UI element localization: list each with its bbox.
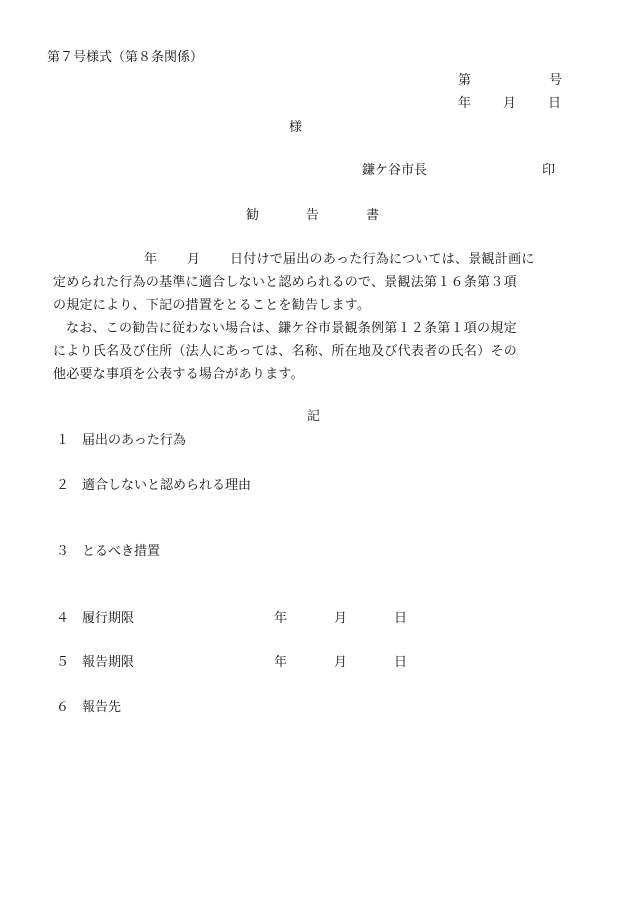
item-deadline-year: 年 <box>274 611 288 626</box>
body-p1-line3: の規定により、下記の措置をとることを勧告します。 <box>53 298 371 313</box>
doc-number-suffix: 号 <box>549 73 563 88</box>
title-char-2: 告 <box>306 208 320 223</box>
issuer-seal: 印 <box>542 163 556 178</box>
body-p1-line2: 定められた行為の基準に適合しないと認められるので、景観法第１６条第３項 <box>53 275 517 290</box>
item-number: ２ <box>56 478 70 493</box>
item-number: ５ <box>56 655 70 670</box>
body-p1-line1: 日付けで届出のあった行為については、景観計画に <box>230 252 535 267</box>
item-label: 届出のあった行為 <box>82 433 186 448</box>
title-char-3: 書 <box>366 208 380 223</box>
title-char-1: 勧 <box>246 208 260 223</box>
issuer-name: 鎌ケ谷市長 <box>362 163 428 178</box>
item-deadline-day: 日 <box>394 611 408 626</box>
item-number: １ <box>56 433 70 448</box>
form-label: 第７号様式（第８条関係） <box>47 50 204 65</box>
body-p2-line1: なお、この勧告に従わない場合は、鎌ケ谷市景観条例第１２条第１項の規定 <box>66 321 517 336</box>
item-label: 履行期限 <box>82 611 135 626</box>
date-year: 年 <box>458 96 472 111</box>
body-date-month: 月 <box>187 252 201 267</box>
item-label: 報告先 <box>82 700 122 715</box>
item-label: 適合しないと認められる理由 <box>82 478 252 493</box>
item-report-year: 年 <box>274 655 288 670</box>
item-label: 報告期限 <box>82 655 135 670</box>
addressee-suffix: 様 <box>289 120 303 135</box>
body-p2-line3: 他必要な事項を公表する場合があります。 <box>53 367 304 382</box>
item-number: ４ <box>56 611 70 626</box>
date-day: 日 <box>548 96 562 111</box>
item-report-month: 月 <box>334 655 348 670</box>
body-p2-line2: により氏名及び住所（法人にあっては、名称、所在地及び代表者の氏名）その <box>53 344 517 359</box>
item-number: ３ <box>56 544 70 559</box>
doc-number-prefix: 第 <box>458 73 472 88</box>
date-month: 月 <box>503 96 517 111</box>
item-report-day: 日 <box>394 655 408 670</box>
item-label: とるべき措置 <box>82 544 161 559</box>
item-number: ６ <box>56 700 70 715</box>
ki-heading: 記 <box>307 409 321 424</box>
body-date-year: 年 <box>144 252 158 267</box>
item-deadline-month: 月 <box>334 611 348 626</box>
